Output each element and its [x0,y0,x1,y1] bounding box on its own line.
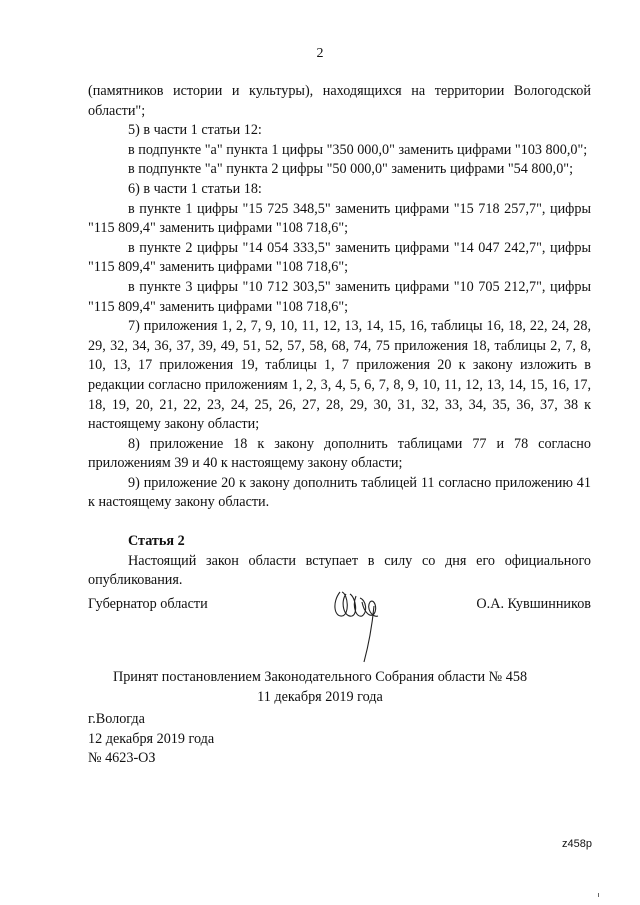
paragraph: 7) приложения 1, 2, 7, 9, 10, 11, 12, 13, 14, 15, 16, таблицы 16, 18, 22, 24, 28, 29, 32, 34, 36, 37, 39, 49, 51, 52, 57, 58, 68, 74, 75 приложения 18, таблицы 2, 7, 8, 10, 13, 17 приложения 19, таблицы 1, 7 приложения 20 к закону изложить в редакции согласно приложениям 1, 2, 3, 4, 5, 6, 7, 8, 9, 10, 11, 12, 13, 14, 15, 16, 17, 18, 19, 20, 21, 22, 23, 24, 25, 26, 27, 28, 29, 30, 31, 32, 33, 34, 35, 36, 37, 38 к настоящему закону области; [88,318,591,433]
paragraph: в подпункте "а" пункта 1 цифры "350 000,0" заменить цифрами "103 800,0"; [128,141,588,158]
paragraph: 5) в части 1 статьи 12: [128,122,262,139]
article-text: Настоящий закон области вступает в силу со дня его официального опубликования. [88,552,591,589]
paragraph: 6) в части 1 статьи 18: [128,180,262,197]
document-body [88,82,591,591]
adoption-block [0,668,640,707]
sign-date: 12 декабря 2019 года [88,730,215,747]
handwritten-signature [330,572,390,667]
adoption-date: 11 декабря 2019 года [257,688,383,705]
page-number: 2 [316,46,324,61]
adoption-line: Принят постановлением Законодательного Собрания области № 458 [112,669,528,685]
place-date-block [88,710,214,769]
paragraph: в пункте 1 цифры "15 725 348,5" заменить цифрами "15 718 257,7", цифры "115 809,4" заменить цифрами "108 718,6"; [88,200,591,237]
city: г.Вологда [88,711,145,727]
law-number: № 4623-ОЗ [88,750,156,767]
document-code: z458p [562,838,592,850]
signatory-position: Губернатор области [88,596,208,612]
paragraph: в пункте 2 цифры "14 054 333,5" заменить цифрами "14 047 242,7", цифры "115 809,4" заменить цифрами "108 718,6"; [88,239,591,276]
scan-mark [598,893,599,897]
paragraph: в пункте 3 цифры "10 712 303,5" заменить цифрами "10 705 212,7", цифры "115 809,4" заменить цифрами "108 718,6"; [88,278,591,315]
paragraph: 9) приложение 20 к закону дополнить таблицей 11 согласно приложению 41 к настоящему закону области. [88,474,591,511]
article-heading: Статья 2 [128,533,185,550]
signatory-name: О.А. Кувшинников [476,596,591,612]
paragraph: (памятников истории и культуры), находящихся на территории Вологодской области"; [88,83,591,119]
paragraph: в подпункте "а" пункта 2 цифры "50 000,0" заменить цифрами "54 800,0"; [128,161,574,178]
paragraph: 8) приложение 18 к закону дополнить таблицами 77 и 78 согласно приложениям 39 и 40 к настоящему закону области; [88,435,591,472]
